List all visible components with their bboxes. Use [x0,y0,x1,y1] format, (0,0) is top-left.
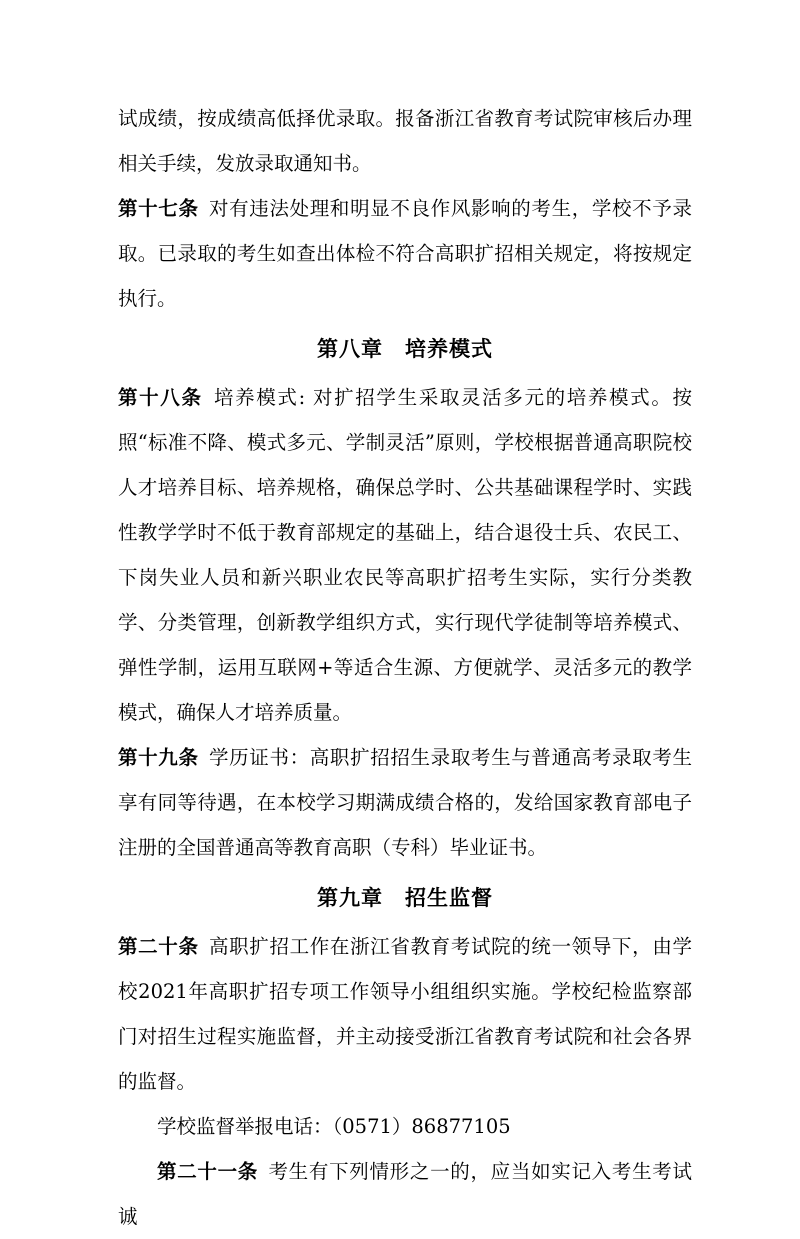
article-20 [118,924,692,1104]
article-21-text: 考生有下列情形之一的，应当如实记入考生考试诚 [118,1160,692,1228]
article-18 [118,375,692,735]
article-18-label: 第十八条 [118,386,203,409]
article-18-text: 培养模式: 对扩招学生采取灵活多元的培养模式。按照“标准不降、模式多元、学制灵活”原则，学校根据普通高职院校人才培养目标、培养规格，确保总学时、公共基础课程学时、实践性教学学时不低于教育部规定的基础上，结合退役士兵、农民工、下岗失业人员和新兴职业农民等高职扩招考生实际，实行分类教学、分类管理，创新教学组织方式，实行现代学徒制等培养模式、弹性学制，运用互联网+等适合生源、方便就学、灵活多元的教学模式，确保人才培养质量。 [118,386,692,724]
article-21-label: 第二十一条 [157,1160,259,1183]
article-17-label: 第十七条 [118,197,199,220]
article-17 [118,186,692,321]
paragraph-continuation [118,96,692,186]
article-19-label: 第十九条 [118,746,199,769]
article-20-label: 第二十条 [118,935,199,958]
article-19 [118,735,692,870]
article-17-text: 对有违法处理和明显不良作风影响的考生，学校不予录取。已录取的考生如查出体检不符合高职扩招相关规定，将按规定执行。 [118,197,692,310]
article-19-text: 学历证书：高职扩招招生录取考生与普通高考录取考生享有同等待遇，在本校学习期满成绩合格的，发给国家教育部电子注册的全国普通高等教育高职（专科）毕业证书。 [118,746,692,859]
supervision-phone-text: 学校监督举报电话：（0571）86877105 [157,1115,511,1138]
paragraph-text: 试成绩，按成绩高低择优录取。报备浙江省教育考试院审核后办理相关手续，发放录取通知书。 [118,107,692,175]
supervision-phone-line [118,1104,692,1149]
chapter-heading-8: 第八章 培养模式 [317,336,493,361]
article-20-text: 高职扩招工作在浙江省教育考试院的统一领导下，由学校2021年高职扩招专项工作领导小组组织实施。学校纪检监察部门对招生过程实施监督，并主动接受浙江省教育考试院和社会各界的监督。 [118,935,692,1093]
chapter-heading-9: 第九章 招生监督 [317,885,493,910]
article-21 [118,1149,692,1239]
document-body [118,96,692,1239]
